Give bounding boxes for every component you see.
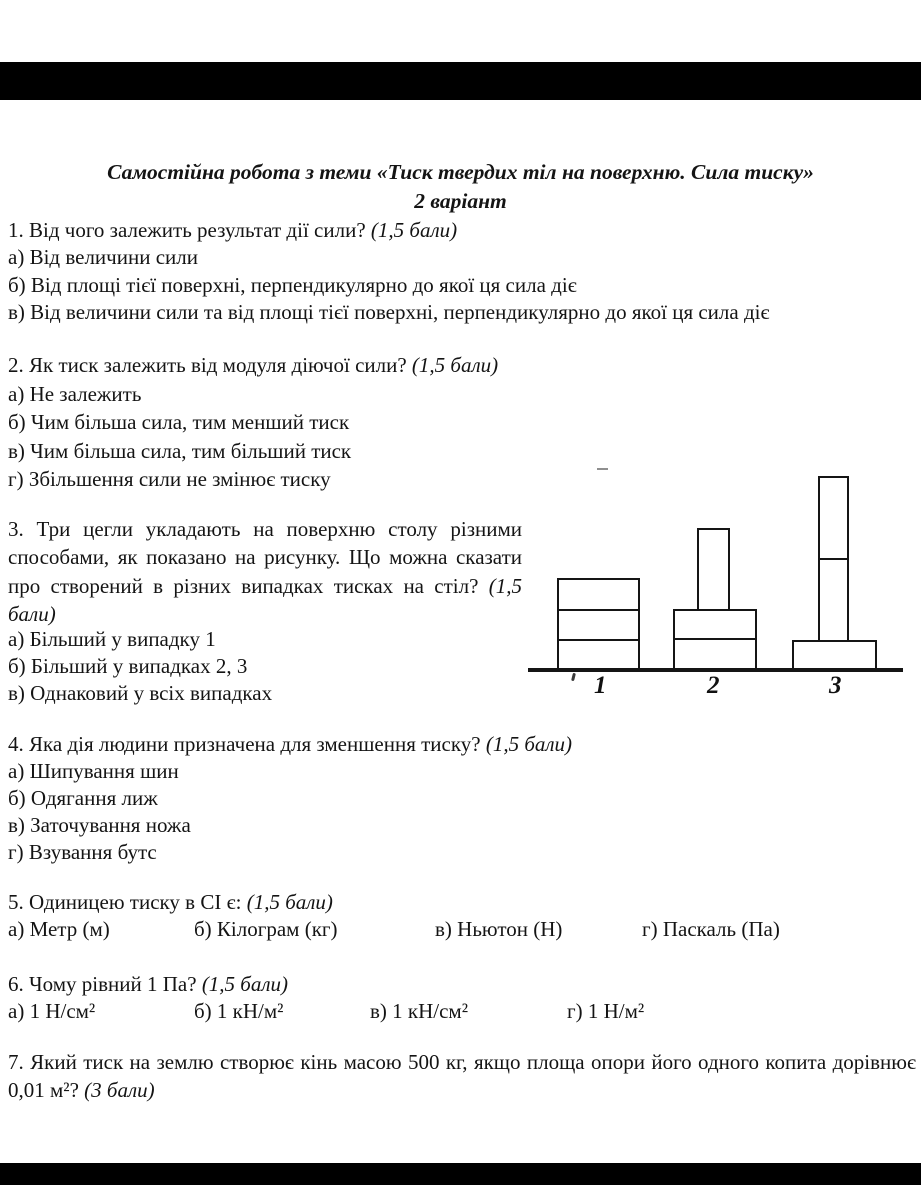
question-7	[8, 1048, 916, 1104]
question-2-points: (1,5 бали)	[411, 353, 499, 377]
stack2-brick-upright	[697, 528, 730, 612]
question-2-option-a: а) Не залежить	[8, 381, 142, 406]
question-2-option-v: в) Чим більша сила, тим більший тиск	[8, 438, 352, 463]
stack1-brick-bottom	[557, 639, 640, 670]
figure-label-2: 2	[707, 672, 720, 699]
question-4	[8, 731, 572, 866]
stack1-brick-top	[557, 578, 640, 611]
question-5-option-g: г) Паскаль (Па)	[642, 917, 780, 941]
question-2-heading	[8, 351, 498, 380]
question-3-heading	[8, 515, 522, 629]
stack3-brick-lower	[818, 558, 849, 643]
question-5-options-row	[0, 917, 921, 945]
question-5-points: (1,5 бали)	[246, 890, 333, 914]
question-5-heading	[8, 889, 333, 916]
question-4-option-g: г) Взування бутс	[8, 840, 157, 864]
question-2-text: 2. Як тиск залежить від модуля діючої сили?	[8, 353, 407, 377]
stack1-brick-middle	[557, 609, 640, 642]
question-3-option-v: в) Однаковий у всіх випадках	[8, 681, 273, 705]
question-2-option-b: б) Чим більша сила, тим менший тиск	[8, 410, 350, 434]
question-3-text: 3. Три цегли укладають на поверхню столу різними способами, як показано на рисунку. Що можна сказати про створений в різних випадках тисках на стіл?	[8, 517, 522, 598]
question-2-option-g: г) Збільшення сили не змінює тиску	[8, 467, 331, 491]
question-4-option-v: в) Заточування ножа	[8, 813, 191, 837]
question-5	[8, 889, 333, 916]
question-6-text: 6. Чому рівний 1 Па?	[8, 972, 197, 996]
question-5-option-b: б) Кілограм (кг)	[194, 917, 338, 941]
question-7-points: (3 бали)	[84, 1078, 155, 1103]
scan-artifact-dash	[597, 468, 608, 470]
question-1-text: 1. Від чого залежить результат дії сили?	[8, 218, 366, 242]
question-1-option-b: б) Від площі тієї поверхні, перпендикулярно до якої ця сила діє	[8, 272, 577, 297]
question-7-text: 7. Який тиск на землю створює кінь масою 500 кг, якщо площа опори його одного копита дорівнює 0,01 м²?	[8, 1050, 916, 1103]
document-title: Самостійна робота з теми «Тиск твердих тіл на поверхню. Сила тиску»	[107, 160, 814, 184]
figure-label-3: 3	[829, 672, 842, 699]
question-1-points: (1,5 бали)	[370, 218, 458, 242]
question-4-text: 4. Яка дія людини призначена для зменшення тиску?	[8, 732, 481, 756]
question-2	[8, 351, 498, 494]
question-6-heading	[8, 971, 288, 998]
bottom-black-bar	[0, 1163, 921, 1185]
question-6	[8, 971, 288, 998]
bricks-figure	[528, 468, 908, 713]
question-3-points: (1,5 бали)	[8, 573, 522, 627]
question-4-points: (1,5 бали)	[485, 732, 573, 756]
question-6-option-v: в) 1 кН/см²	[370, 999, 469, 1023]
question-5-text: 5. Одиницею тиску в СІ є:	[8, 890, 242, 914]
question-1	[8, 217, 770, 327]
variant-label: 2 варіант	[414, 189, 507, 213]
question-4-heading	[8, 731, 572, 758]
stack3-brick-upper	[818, 476, 849, 560]
question-5-option-v: в) Ньютон (Н)	[435, 917, 563, 941]
question-3-option-a: а) Більший у випадку 1	[8, 627, 216, 651]
question-6-options-row	[0, 999, 921, 1027]
question-6-option-b: б) 1 кН/м²	[194, 999, 284, 1023]
stack3-brick-base	[792, 640, 877, 670]
question-3-option-b: б) Більший у випадках 2, 3	[8, 654, 248, 678]
question-4-option-a: а) Шипування шин	[8, 759, 179, 783]
question-1-option-a: а) Від величини сили	[8, 245, 198, 270]
question-1-option-v: в) Від величини сили та від площі тієї поверхні, перпендикулярно до якої ця сила діє	[8, 300, 770, 325]
question-1-heading	[8, 217, 770, 244]
question-6-option-g: г) 1 Н/м²	[567, 999, 645, 1023]
question-5-option-a: а) Метр (м)	[8, 917, 110, 941]
question-4-option-b: б) Одягання лиж	[8, 786, 158, 810]
question-3-options	[8, 626, 272, 707]
stack2-brick-middle	[673, 609, 757, 641]
top-black-bar	[0, 62, 921, 100]
figure-label-1: 1	[594, 672, 607, 699]
stack2-brick-bottom	[673, 638, 757, 670]
question-6-option-a: а) 1 Н/см²	[8, 999, 96, 1023]
question-6-points: (1,5 бали)	[201, 972, 289, 996]
